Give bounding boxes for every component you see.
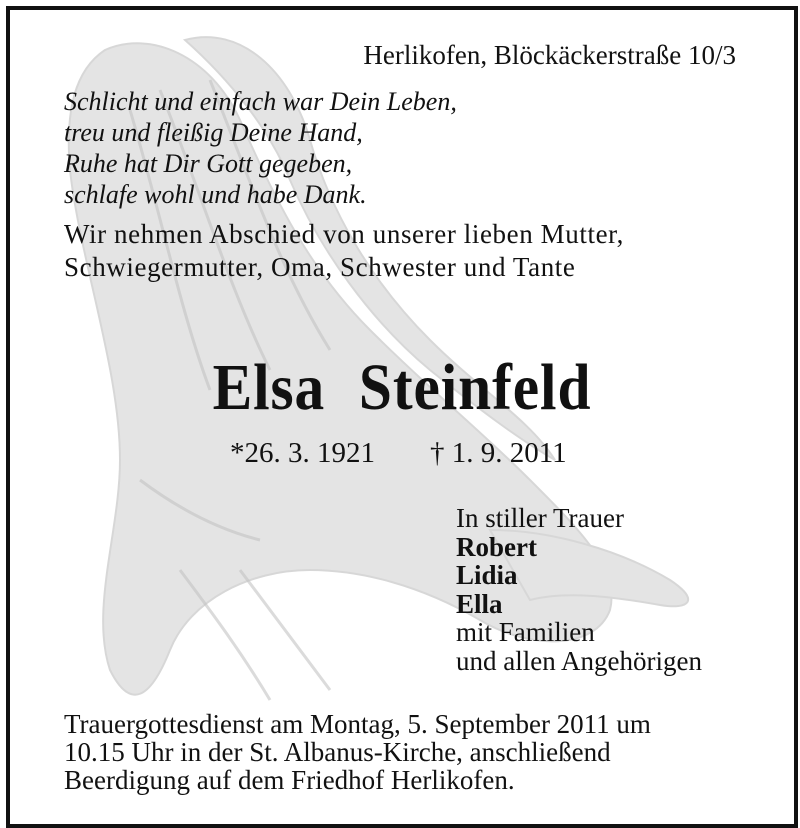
- mourner-name: Robert: [456, 531, 537, 562]
- mourner-name: Lidia: [456, 560, 518, 590]
- poem-line: Schlicht und einfach war Dein Leben,: [64, 87, 457, 116]
- mourners-block: [456, 504, 702, 675]
- death-date: † 1. 9. 2011: [430, 437, 567, 469]
- funeral-service-info: [64, 710, 651, 794]
- obituary-notice: [6, 6, 798, 828]
- poem-line: schlafe wohl und habe Dank.: [64, 180, 367, 209]
- service-line: 10.15 Uhr in der St. Albanus-Kirche, anschließend: [64, 737, 611, 767]
- deceased-name: Elsa Steinfeld: [212, 351, 592, 424]
- farewell-intro: [64, 218, 624, 284]
- poem-line: Ruhe hat Dir Gott gegeben,: [64, 149, 353, 178]
- mourner-name: Ella: [456, 588, 503, 619]
- intro-line: Wir nehmen Abschied von unserer lieben Mutter,: [64, 219, 625, 249]
- birth-date: *26. 3. 1921: [230, 437, 375, 469]
- intro-line: Schwiegermutter, Oma, Schwester und Tante: [64, 252, 576, 282]
- poem-line: treu und fleißig Deine Hand,: [64, 118, 363, 147]
- service-line: Trauergottesdienst am Montag, 5. September 2011 um: [64, 709, 651, 739]
- mourning-heading: In stiller Trauer: [456, 503, 624, 533]
- mourners-relatives: und allen Angehörigen: [456, 645, 702, 676]
- address-line: Herlikofen, Blöckäckerstraße 10/3: [363, 40, 736, 70]
- poem: [64, 86, 457, 210]
- mourners-families: mit Familien: [456, 617, 595, 647]
- service-line: Beerdigung auf dem Friedhof Herlikofen.: [64, 765, 515, 795]
